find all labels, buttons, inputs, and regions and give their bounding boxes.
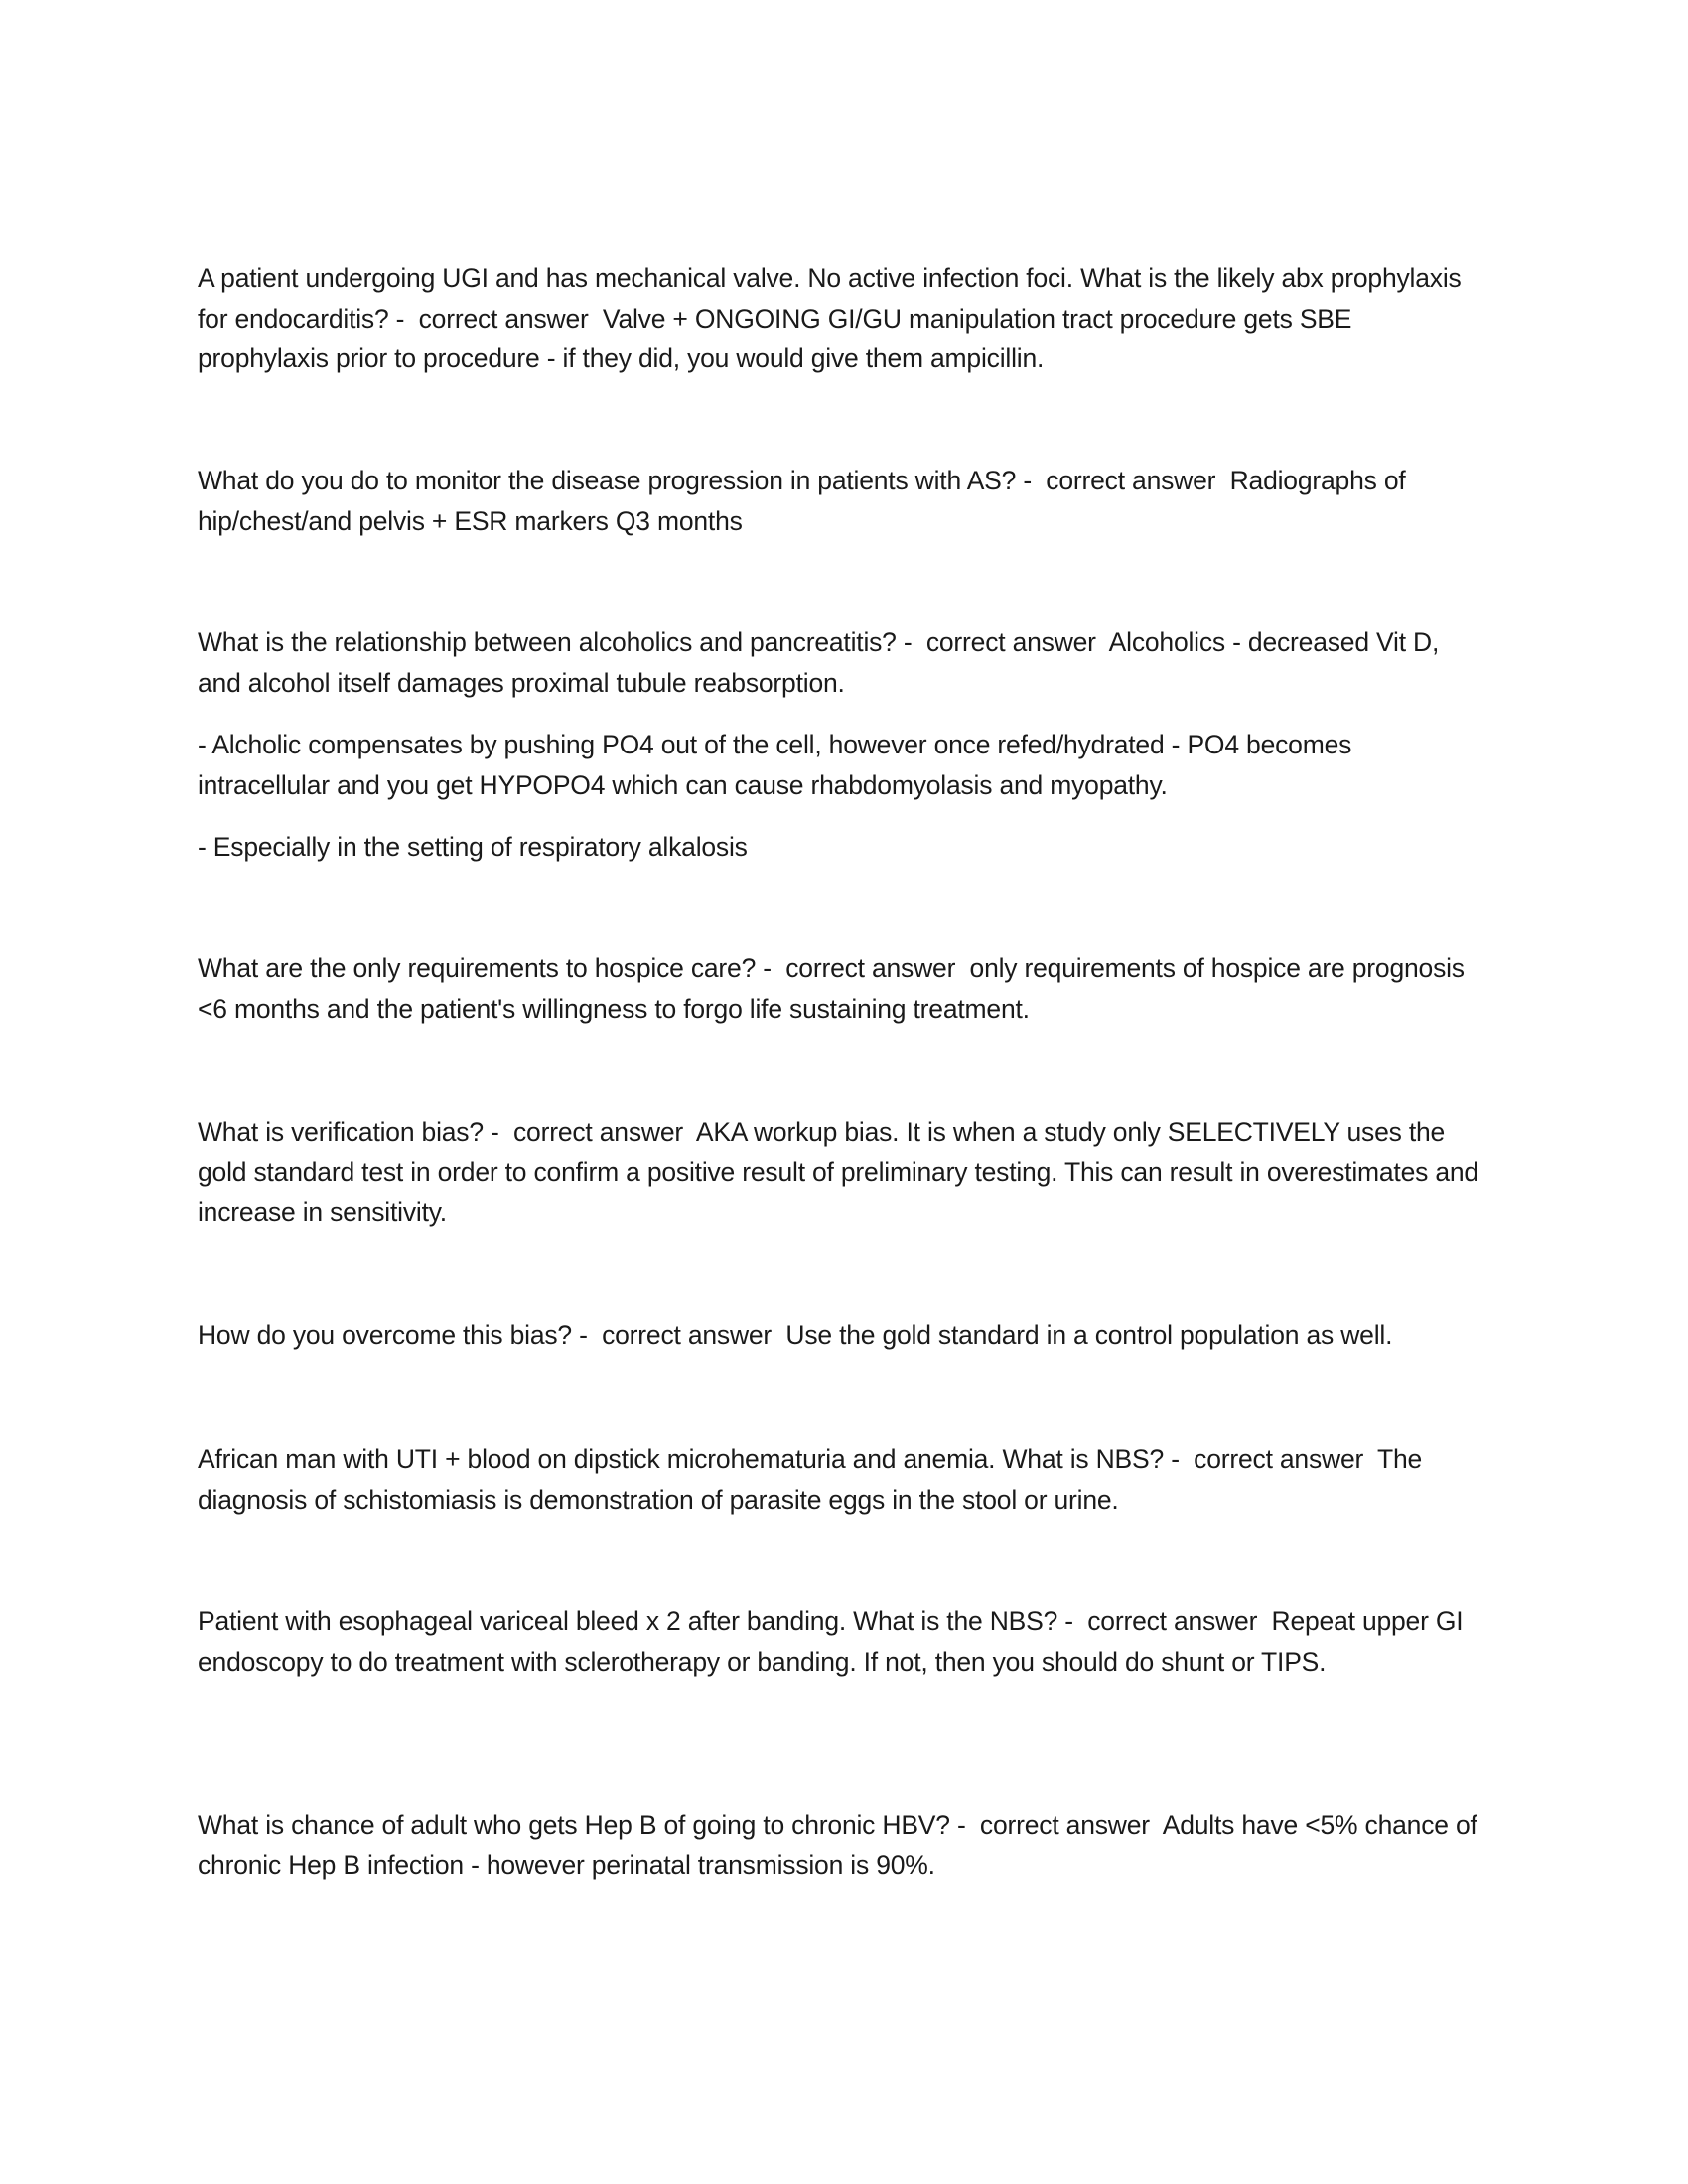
qa-item [198,461,1488,541]
qa-paragraph: - Especially in the setting of respiratory alkalosis [198,832,748,862]
qa-paragraph: What are the only requirements to hospice care? - correct answer only requirements of hospice are prognosis <6 months and the patient's willingness to forgo life sustaining treatment. [198,953,1473,1024]
qa-paragraph: What is the relationship between alcoholics and pancreatitis? - correct answer Alcoholics - decreased Vit D, and alcohol itself damages proximal tubule reabsorption. [198,627,1447,698]
qa-paragraph: A patient undergoing UGI and has mechanical valve. No active infection foci. What is the likely abx prophylaxis for endocarditis? - correct answer Valve + ONGOING GI/GU manipulation tract procedure gets SBE prophylaxis prior to procedure - if they did, you would give them ampicillin. [198,263,1469,373]
qa-item [198,1805,1488,1885]
qa-item [198,1601,1488,1682]
qa-paragraph: - Alcholic compensates by pushing PO4 out of the cell, however once refed/hydrated - PO4 becomes intracellular and you get HYPOPO4 which can cause rhabdomyolasis and myopathy. [198,730,1359,800]
qa-paragraph: Patient with esophageal variceal bleed x 2 after banding. What is the NBS? - correct answer Repeat upper GI endoscopy to do treatment with sclerotherapy or banding. If not, then you should do shunt or TIPS. [198,1606,1471,1677]
qa-item [198,948,1488,1028]
qa-item [198,622,1488,868]
qa-paragraph: What is chance of adult who gets Hep B of going to chronic HBV? - correct answer Adults have <5% chance of chronic Hep B infection - however perinatal transmission is 90%. [198,1810,1484,1880]
qa-item [198,1439,1488,1520]
qa-paragraph: How do you overcome this bias? - correct answer Use the gold standard in a control population as well. [198,1320,1393,1350]
qa-paragraph: African man with UTI + blood on dipstick microhematuria and anemia. What is NBS? - correct answer The diagnosis of schistomiasis is demonstration of parasite eggs in the stool or urine. [198,1444,1430,1515]
qa-item [198,1315,1488,1356]
qa-paragraph: What do you do to monitor the disease progression in patients with AS? - correct answer Radiographs of hip/chest/and pelvis + ESR markers Q3 months [198,466,1413,536]
qa-item [198,1112,1488,1233]
qa-paragraph: What is verification bias? - correct answer AKA workup bias. It is when a study only SELECTIVELY uses the gold standard test in order to confirm a positive result of preliminary testing. This can result in overestimates and increase in sensitivity. [198,1117,1486,1227]
qa-item [198,258,1488,379]
